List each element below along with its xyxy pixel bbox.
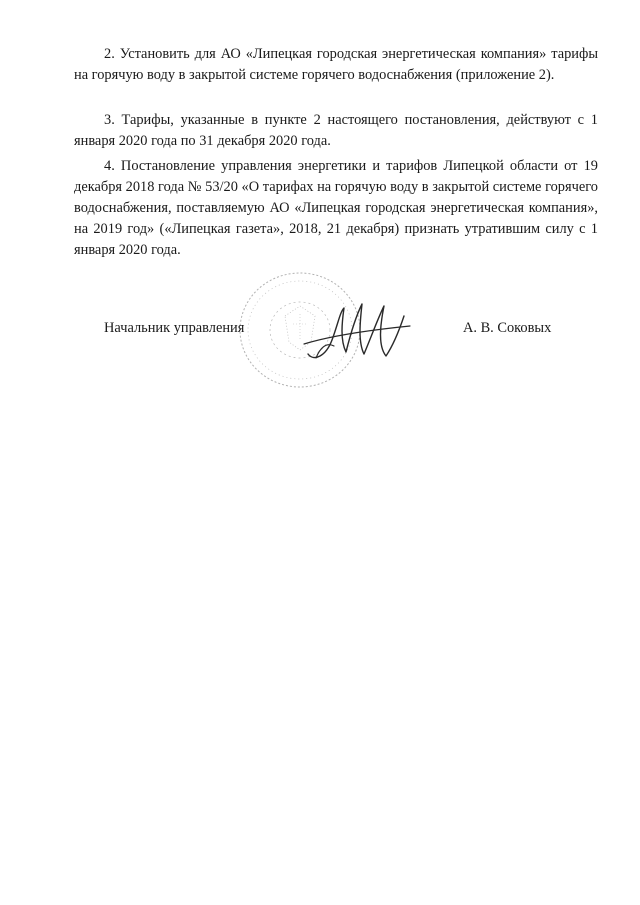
paragraph-2: 2. Установить для АО «Липецкая городская энергетическая компания» тарифы на горячую воду в закрытой системе горячего водоснабжения (приложение 2). bbox=[74, 46, 598, 83]
paragraph-4: 4. Постановление управления энергетики и тарифов Липецкой области от 19 декабря 2018 года № 53/20 «О тарифах на горячую воду в закрытой системе горячего водоснабжения, поставляемую АО «Липецкая городская энергетическая компания», на 2019 год» («Липецкая газета», 2018, 21 декабря) признать утратившим силу с 1 января 2020 года. bbox=[74, 158, 598, 258]
paragraph-3: 3. Тарифы, указанные в пункте 2 настоящего постановления, действуют с 1 января 2020 года по 31 декабря 2020 года. bbox=[74, 112, 598, 149]
handwritten-signature bbox=[300, 296, 412, 368]
signatory-title: Начальник управления bbox=[104, 320, 245, 336]
signatory-name: А. В. Соковых bbox=[463, 320, 552, 336]
